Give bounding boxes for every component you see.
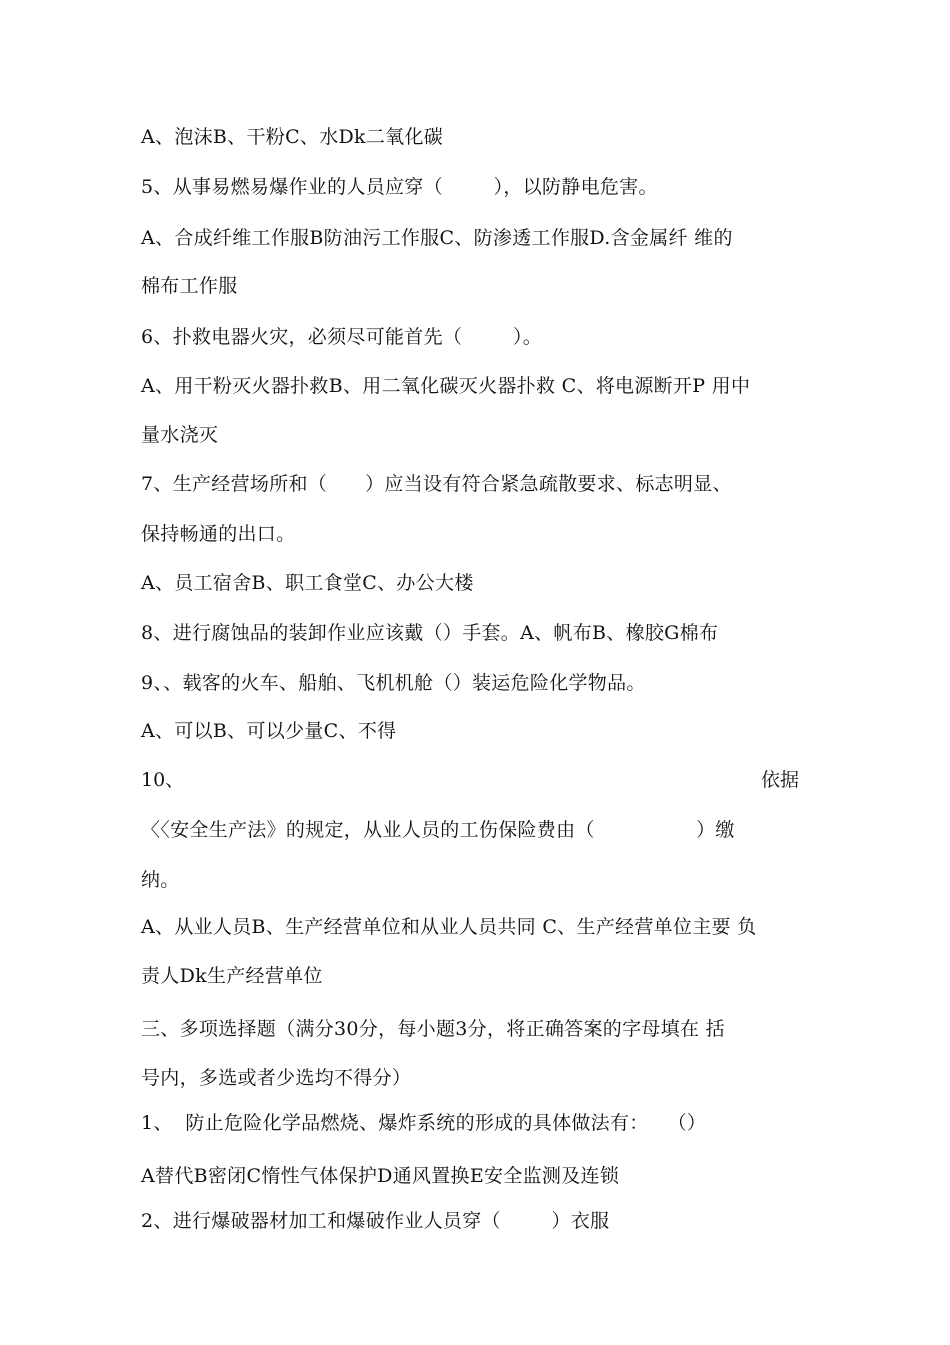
- text-line: 6、扑救电器火灾，必须尽可能首先（ ）。: [141, 326, 543, 348]
- text-line: 保持畅通的出口。: [141, 523, 296, 545]
- text-line: 2、进行爆破器材加工和爆破作业人员穿（ ）衣服: [141, 1210, 610, 1232]
- question-number: 10、: [141, 769, 185, 791]
- text-line: 责人Dk生产经营单位: [141, 965, 323, 987]
- text-line: 5、从事易燃易爆作业的人员应穿（ ），以防静电危害。: [141, 176, 658, 198]
- text-line: 〈〈安全生产法》的规定，从业人员的工伤保险费由（ ）缴: [141, 819, 735, 841]
- text-line: 1、 防止危险化学品燃烧、爆炸系统的形成的具体做法有： （）: [141, 1112, 707, 1134]
- text-line: A替代B密闭C惰性气体保护D通风置换E安全监测及连锁: [141, 1165, 620, 1187]
- text-line: A、合成纤维工作服B防油污工作服C、防渗透工作服D.含金属纤 维的: [141, 227, 733, 249]
- text-line: A、从业人员B、生产经营单位和从业人员共同 C、生产经营单位主要 负: [141, 916, 757, 938]
- text-line: 号内，多选或者少选均不得分）: [141, 1067, 412, 1089]
- text-line: 7、生产经营场所和（ ）应当设有符合紧急疏散要求、标志明显、: [141, 473, 732, 495]
- text-line: 量水浇灭: [141, 424, 219, 446]
- text-line: 8、进行腐蚀品的装卸作业应该戴（）手套。A、帆布B、橡胶G棉布: [141, 622, 719, 644]
- text-line: 纳。: [141, 869, 180, 891]
- text-line: A、员工宿舍B、职工食堂C、办公大楼: [141, 572, 474, 594]
- text-line: A、可以B、可以少量C、不得: [141, 720, 397, 742]
- text-line: A、用干粉灭火器扑救B、用二氧化碳灭火器扑救 C、将电源断开P 用中: [141, 375, 751, 397]
- text-line: A、泡沫B、干粉C、水Dk二氧化碳: [141, 126, 444, 148]
- text-line: 9、、载客的火车、船舶、飞机机舱（）装运危险化学物品。: [141, 672, 646, 694]
- question-10-header: [141, 768, 799, 792]
- section-heading: 三、多项选择题（满分30分，每小题3分，将正确答案的字母填在 括: [141, 1018, 725, 1040]
- text-line: 棉布工作服: [141, 275, 238, 297]
- question-lead-word: 依据: [760, 769, 799, 791]
